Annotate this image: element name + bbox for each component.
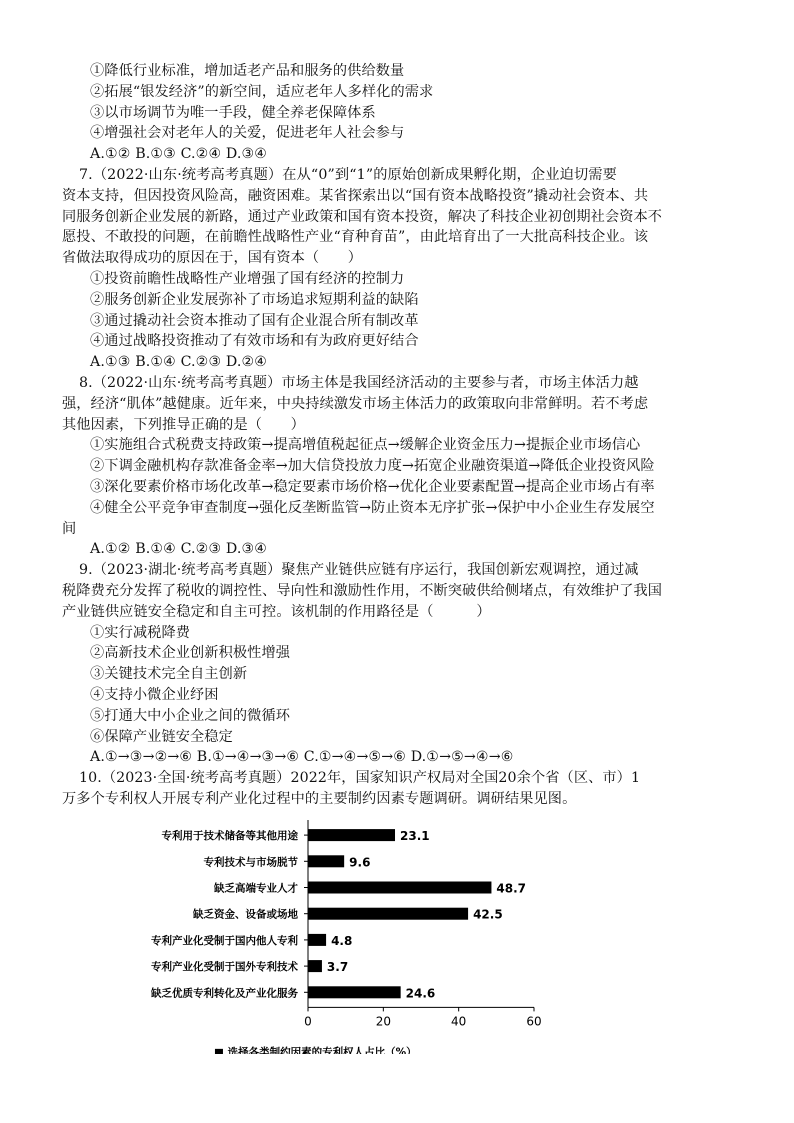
q8-stem-line-2: 强，经济“肌体”越健康。近年来，中央持续激发市场主体活力的政策取向非常鲜明。若不考虑	[62, 395, 649, 412]
q9-answers: A.①→③→②→⑥ B.①→④→③→⑥ C.①→④→⑤→⑥ D.①→⑤→④→⑥	[90, 749, 514, 766]
bar	[308, 908, 468, 920]
category-label: 专利技术与市场脱节	[203, 856, 298, 869]
bar	[308, 934, 326, 946]
value-label: 23.1	[400, 829, 430, 844]
x-tick-label: 0	[304, 1014, 312, 1029]
q10-stem-line-2: 万多个专利权人开展专利产业化过程中的主要制约因素专题调研。调研结果见图。	[62, 790, 577, 807]
q8-option-3: ③深化要素价格市场化改革→稳定要素市场价格→优化企业要素配置→提高企业市场占有率	[90, 478, 655, 495]
value-label: 24.6	[405, 986, 436, 1001]
bar	[308, 829, 395, 841]
category-label: 专利产业化受制于国外专利技术	[151, 961, 298, 974]
q8-option-1: ①实施组合式税费支持政策→提高增值税起征点→缓解企业资金压力→提振企业市场信心	[90, 437, 641, 454]
value-label: 42.5	[473, 907, 503, 922]
category-label: 缺乏资金、设备或场地	[193, 908, 298, 921]
x-tick-label: 60	[526, 1014, 542, 1029]
q9-stem-line-3: 产业链供应链安全稳定和自主可控。该机制的作用路径是（ ）	[62, 603, 491, 620]
q9-option-5: ⑤打通大中小企业之间的微循环	[90, 707, 291, 724]
q7-option-2: ②服务创新企业发展弥补了市场追求短期利益的缺陷	[90, 291, 419, 308]
bar	[308, 986, 401, 998]
q7-stem-line-3: 同服务创新企业发展的新路，通过产业政策和国有资本投资，解决了科技企业初创期社会资本不	[62, 208, 663, 225]
q8-stem-line-3: 其他因素，下列推导正确的是（ ）	[62, 416, 305, 433]
bar-chart-svg	[90, 818, 560, 1054]
q7-stem-line-2: 资本支持，但因投资风险高，融资困难。某省探索出以“国有资本战略投资”撬动社会资本、共	[62, 187, 649, 204]
q7-option-3: ③通过撬动社会资本推动了国有企业混合所有制改革	[90, 312, 419, 329]
q8-answers: A.①② B.①④ C.②③ D.③④	[90, 541, 268, 558]
q10-stem-line-1: 10.（2023·全国·统考高考真题）2022年，国家知识产权局对全国20余个省（区、市）1	[79, 770, 641, 787]
q7-answers: A.①③ B.①④ C.②③ D.②④	[90, 354, 268, 371]
value-label: 4.8	[331, 933, 353, 948]
bar	[308, 960, 322, 972]
x-tick-label: 20	[375, 1014, 391, 1029]
q8-option-4: ④健全公平竞争审查制度→强化反垄断监管→防止资本无序扩张→保护中小企业生存发展空	[90, 499, 655, 516]
value-label: 3.7	[326, 960, 349, 975]
q7-stem-line-4: 愿投、不敢投的问题，在前瞻性战略性产业“育种育苗”，由此培育出了一大批高科技企业。该	[62, 229, 649, 246]
q7-stem-line-5: 省做法取得成功的原因在于，国有资本（ ）	[62, 250, 363, 267]
q9-stem-line-1: 9.（2023·湖北·统考高考真题）聚焦产业链供应链有序运行，我国创新宏观调控，通过减	[79, 562, 639, 579]
category-label: 专利产业化受制于国内他人专利	[151, 934, 298, 947]
q9-option-2: ②高新技术企业创新积极性增强	[90, 645, 291, 662]
q9-option-4: ④支持小微企业纾困	[90, 686, 219, 703]
q7-stem-line-1: 7.（2022·山东·统考高考真题）在从“0”到“1”的原始创新成果孵化期，企业迫切需要	[79, 166, 617, 183]
q8-option-4-cont: 间	[62, 520, 77, 537]
value-label: 48.7	[496, 881, 527, 896]
bar	[308, 855, 344, 867]
q6-option-1: ①降低行业标准，增加适老产品和服务的供给数量	[90, 63, 405, 79]
q9-option-6: ⑥保障产业链安全稳定	[90, 728, 233, 745]
q6-answers: A.①② B.①③ C.②④ D.③④	[90, 146, 268, 163]
value-label: 9.6	[349, 855, 371, 870]
q7-option-1: ①投资前瞻性战略性产业增强了国有经济的控制力	[90, 270, 405, 287]
q6-option-3: ③以市场调节为唯一手段，健全养老保障体系	[90, 104, 376, 121]
category-label: 缺乏高端专业人才	[214, 882, 298, 895]
category-label: 专利用于技术储备等其他用途	[161, 830, 298, 843]
q6-option-4: ④增强社会对老年人的关爱，促进老年人社会参与	[90, 125, 405, 142]
x-tick-label: 40	[451, 1014, 467, 1029]
chart-legend: ■ 选择各类制约因素的专利权人占比（%）	[214, 1046, 417, 1054]
patent-constraints-chart	[90, 818, 560, 1054]
q6-option-2: ②拓展“银发经济”的新空间，适应老年人多样化的需求	[90, 83, 434, 100]
q7-option-4: ④通过战略投资推动了有效市场和有为政府更好结合	[90, 333, 419, 350]
exam-content	[62, 61, 720, 810]
q8-stem-line-1: 8.（2022·山东·统考高考真题）市场主体是我国经济活动的主要参与者，市场主体活力越	[79, 374, 639, 391]
q9-option-1: ①实行减税降费	[90, 624, 191, 641]
q8-option-2: ②下调金融机构存款准备金率→加大信贷投放力度→拓宽企业融资渠道→降低企业投资风险	[90, 458, 655, 475]
bar	[308, 882, 491, 894]
q9-stem-line-2: 税降费充分发挥了税收的调控性、导向性和激励性作用，不断突破供给侧堵点，有效维护了我国	[62, 582, 663, 599]
category-label: 缺乏优质专利转化及产业化服务	[151, 987, 298, 1000]
q9-option-3: ③关键技术完全自主创新	[90, 666, 248, 683]
